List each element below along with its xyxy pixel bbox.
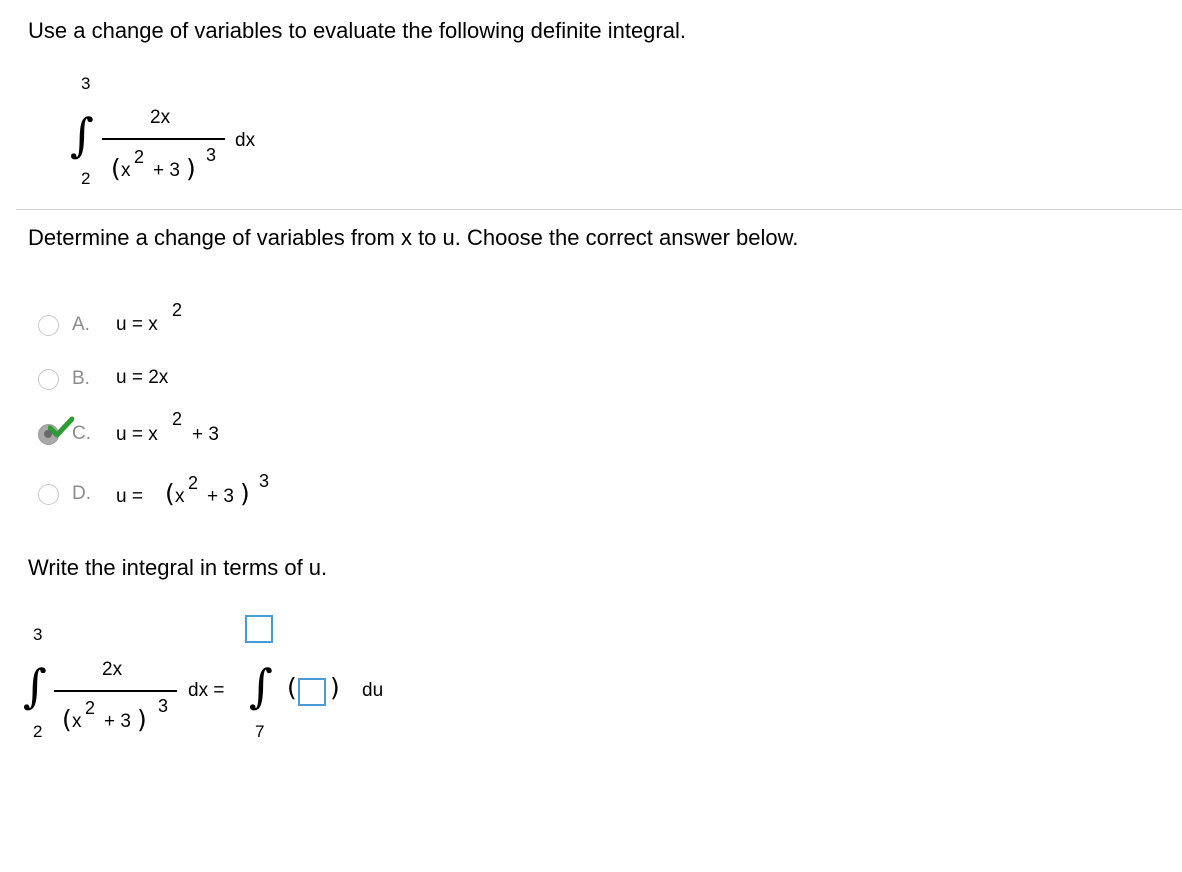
den-outer-exponent: 3 xyxy=(206,145,217,165)
option-d-radio[interactable] xyxy=(38,484,59,505)
lhs-integral-sign: ∫ xyxy=(23,659,47,713)
option-c-exponent: 2 xyxy=(172,409,183,429)
part1-prompt: Determine a change of variables from x to u. Choose the correct answer below. xyxy=(28,225,799,250)
lhs-den-close: ) xyxy=(137,705,147,734)
den-plus3: + 3 xyxy=(153,160,180,181)
lhs-upper-limit: 3 xyxy=(33,625,43,644)
question-prompt: Use a change of variables to evaluate the following definite integral. xyxy=(28,18,686,43)
fraction-numerator: 2x xyxy=(150,107,171,128)
option-c-letter: C. xyxy=(72,423,91,444)
lhs-fraction-bar xyxy=(54,690,177,692)
option-d-close: ) xyxy=(240,479,250,508)
fraction-bar xyxy=(102,138,225,140)
lhs-den-outer-exponent: 3 xyxy=(158,696,169,716)
differential-du: du xyxy=(362,680,384,701)
integrand-input[interactable] xyxy=(298,678,326,706)
option-d-lhs: u = xyxy=(116,486,143,507)
lhs-den-plus3: + 3 xyxy=(104,711,131,732)
den-x: x xyxy=(121,160,131,181)
option-d-outer-exponent: 3 xyxy=(259,471,270,491)
lhs-lower-limit: 2 xyxy=(33,722,43,741)
correct-check-icon xyxy=(48,416,74,438)
option-b-letter: B. xyxy=(72,368,90,389)
rhs-integral-sign: ∫ xyxy=(249,659,273,713)
lhs-den-exponent: 2 xyxy=(85,698,96,718)
upper-limit-input[interactable] xyxy=(245,615,273,643)
integral-sign: ∫ xyxy=(70,108,94,162)
option-d-x: x xyxy=(175,486,185,507)
option-c-rest: + 3 xyxy=(192,424,219,445)
rhs-open-paren: ( xyxy=(287,673,297,702)
lhs-den-x: x xyxy=(72,711,82,732)
option-c-equation: u = x xyxy=(116,424,158,445)
option-a-exponent: 2 xyxy=(172,300,183,320)
rhs-lower-limit: 7 xyxy=(255,722,265,741)
option-a-letter: A. xyxy=(72,314,90,335)
den-exponent: 2 xyxy=(134,147,145,167)
den-close: ) xyxy=(186,154,196,183)
lhs-dx-equals: dx = xyxy=(188,680,225,701)
section-divider xyxy=(16,209,1182,210)
option-d-plus3: + 3 xyxy=(207,486,234,507)
option-d-open: ( xyxy=(165,479,175,508)
lhs-numerator: 2x xyxy=(102,659,123,680)
rhs-close-paren: ) xyxy=(330,673,340,702)
integral-upper-limit: 3 xyxy=(81,74,91,93)
den-open: ( xyxy=(111,154,121,183)
option-a-radio[interactable] xyxy=(38,315,59,336)
part2-prompt: Write the integral in terms of u. xyxy=(28,555,328,580)
option-b-radio[interactable] xyxy=(38,369,59,390)
option-d-letter: D. xyxy=(72,483,91,504)
lhs-den-open: ( xyxy=(62,705,72,734)
integral-lower-limit: 2 xyxy=(81,169,91,188)
option-d-inner-exponent: 2 xyxy=(188,473,199,493)
option-b-equation: u = 2x xyxy=(116,367,169,388)
option-a-equation: u = x xyxy=(116,314,158,335)
differential-dx: dx xyxy=(235,130,256,151)
